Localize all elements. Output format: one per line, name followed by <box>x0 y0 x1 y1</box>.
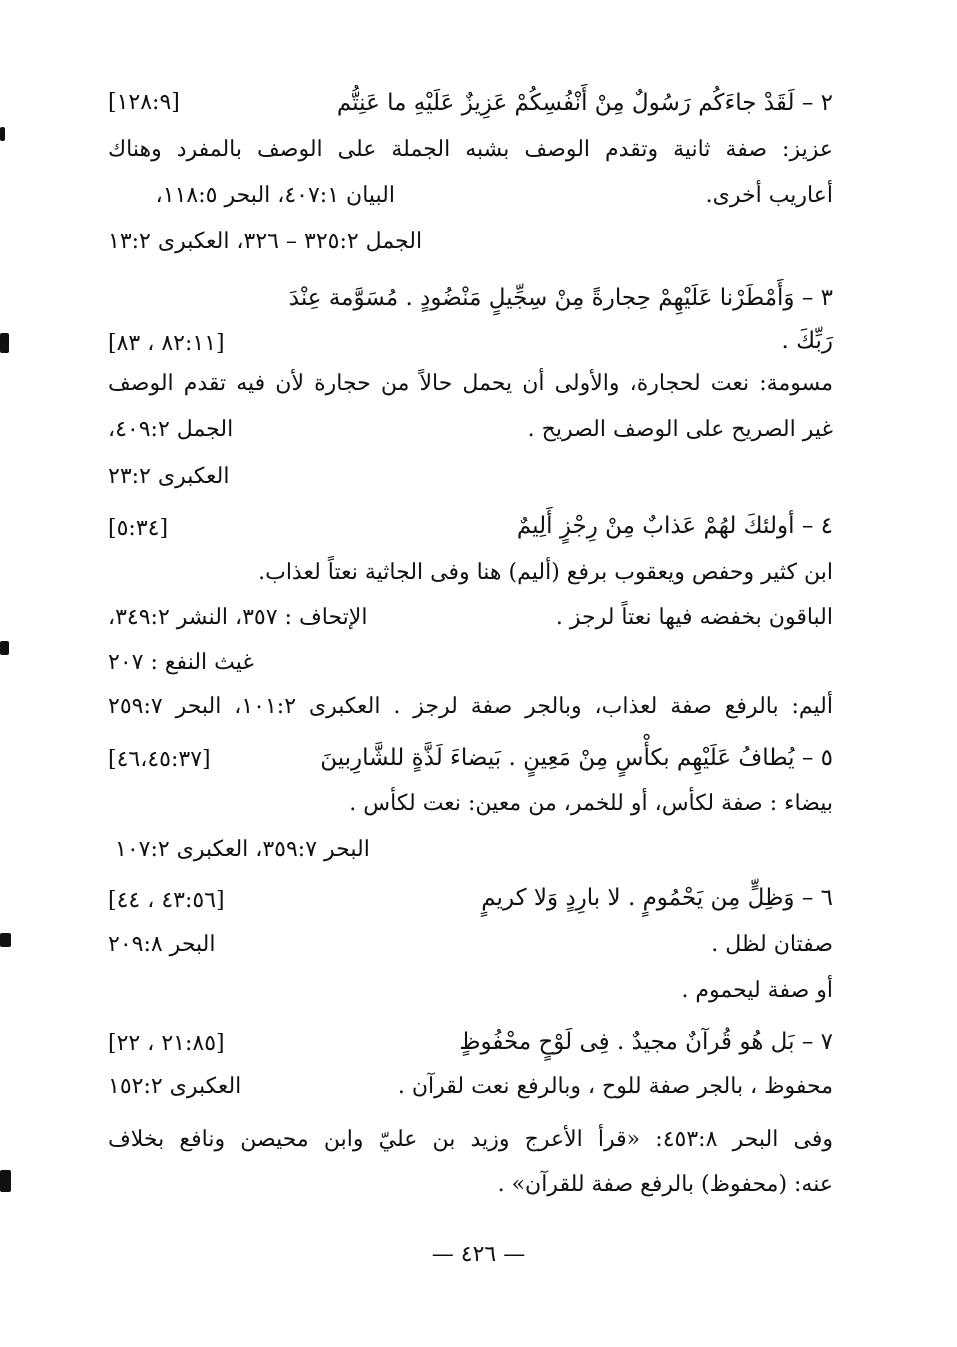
commentary-line: أليم: بالرفع صفة لعذاب، وبالجر صفة لرجز . العكبرى ١٠١:٢، البحر ٢٥٩:٧ <box>108 694 833 719</box>
commentary-line: أو صفة ليحموم . <box>681 978 833 1003</box>
commentary-line: صفتان لظل . <box>711 932 833 957</box>
commentary-line: عزيز: صفة ثانية وتقدم الوصف بشبه الجملة على الوصف بالمفرد وهناك <box>108 137 833 162</box>
citation: العكبرى ٢٣:٢ <box>108 464 230 489</box>
citation: غيث النفع : ٢٠٧ <box>108 650 254 675</box>
verse-reference: [٤٦،٤٥:٣٧] <box>108 747 211 772</box>
scan-edge-mark <box>0 641 9 655</box>
citation: الإتحاف : ٣٥٧، النشر ٣٤٩:٢، <box>108 605 368 630</box>
verse-line: رَبِّكَ . <box>781 328 833 354</box>
commentary-line: أعاريب أخرى. <box>705 183 833 208</box>
citation: البيان ٤٠٧:١، البحر ١١٨:٥، <box>155 183 395 208</box>
verse-reference: [٤٣:٥٦ ، ٤٤] <box>108 888 225 913</box>
verse-reference: [١٢٨:٩] <box>108 90 180 115</box>
verse-line: ٢ – لَقَدْ جاءَكُم رَسُولٌ مِنْ أَنْفُسِكُمْ عَزِيزٌ عَلَيْهِ ما عَنِتُّم <box>336 90 833 116</box>
scan-edge-mark <box>0 1170 11 1192</box>
commentary-line: عنه: (محفوظ) بالرفع صفة للقرآن» . <box>497 1172 833 1197</box>
scan-edge-mark <box>0 333 9 353</box>
verse-reference: [٨٢:١١ ، ٨٣] <box>108 331 225 356</box>
citation: العكبرى ١٥٢:٢ <box>108 1074 242 1099</box>
verse-line: ٥ – يُطافُ عَلَيْهِم بكأْسٍ مِنْ مَعِينٍ . بَيضاءَ لَذَّةٍ للشَّارِبينَ <box>320 745 833 771</box>
citation: الجمل ٣٢٥:٢ – ٣٢٦، العكبرى ١٣:٢ <box>108 229 423 254</box>
verse-reference: [٢١:٨٥ ، ٢٢] <box>108 1031 225 1056</box>
citation: البحر ٣٥٩:٧، العكبرى ١٠٧:٢ <box>115 837 370 862</box>
commentary-line: محفوظ ، بالجر صفة للوح ، وبالرفع نعت لقرآن . <box>397 1074 833 1099</box>
commentary-line: غير الصريح على الوصف الصريح . <box>527 417 833 442</box>
citation: البحر ٢٠٩:٨ <box>108 932 216 957</box>
commentary-line: مسومة: نعت لحجارة، والأولى أن يحمل حالاً من حجارة لأن فيه تقدم الوصف <box>108 371 833 396</box>
commentary-line: الباقون بخفضه فيها نعتاً لرجز . <box>555 605 833 630</box>
scan-edge-mark <box>0 127 5 141</box>
verse-reference: [٥:٣٤] <box>108 516 169 541</box>
commentary-line: بيضاء : صفة لكأس، أو للخمر، من معين: نعت لكأس . <box>349 791 833 816</box>
verse-line: ٣ – وَأَمْطَرْنا عَلَيْهِمْ حِجارةً مِنْ سِجِّيلٍ مَنْضُودٍ . مُسَوَّمة عِنْدَ <box>288 285 833 311</box>
verse-line: ٦ – وَظِلٍّ مِن يَحْمُومٍ . لا بارِدٍ وَلا كريمٍ <box>481 885 833 911</box>
page-number: — ٤٢٦ — <box>431 1242 526 1267</box>
verse-line: ٧ – بَل هُو قُرآنٌ مجيدٌ . فِى لَوْحٍ محْفُوظٍ <box>459 1029 833 1055</box>
commentary-line: وفى البحر ٤٥٣:٨: «قرأ الأعرج وزيد بن عليّ وابن محيصن ونافع بخلاف <box>108 1127 833 1152</box>
commentary-line: ابن كثير وحفص ويعقوب برفع (أليم) هنا وفى الجاثية نعتاً لعذاب. <box>258 560 833 585</box>
verse-line: ٤ – أولئكَ لهُمْ عَذابٌ مِنْ رِجْزٍ أَلِيمٌ <box>516 513 833 539</box>
scan-edge-mark <box>0 933 11 947</box>
citation: الجمل ٤٠٩:٢، <box>108 417 234 442</box>
